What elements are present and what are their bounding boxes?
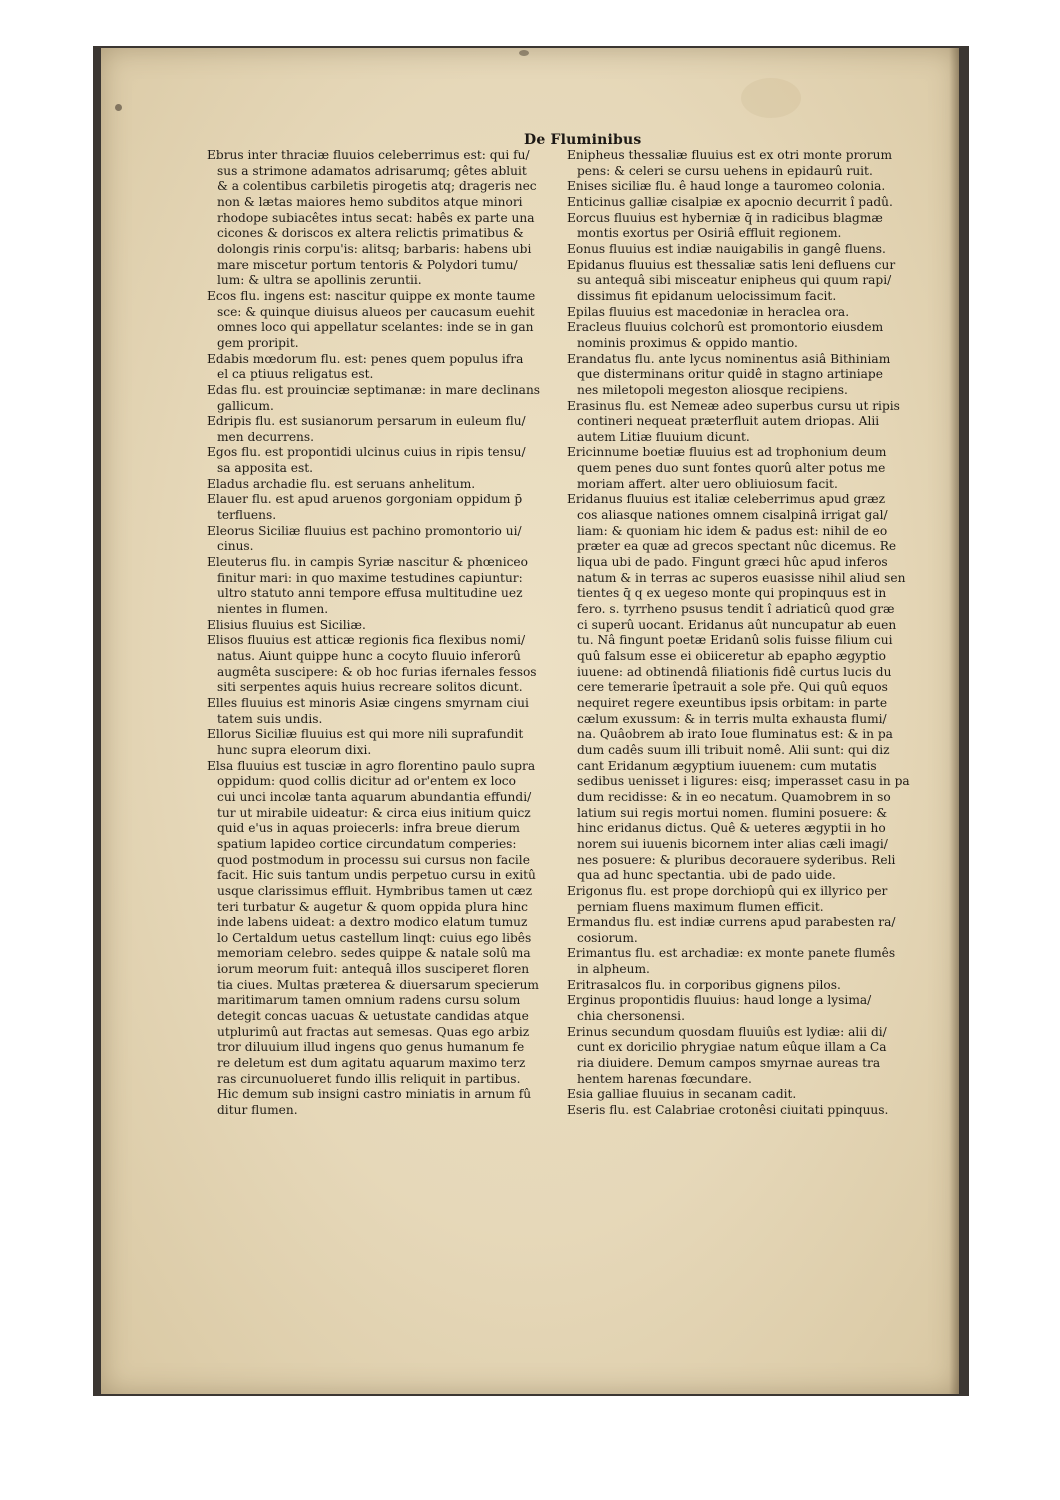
entry-first-line: Elisius fluuius est Siciliæ. <box>207 617 366 632</box>
entry-continuation-line: perniam fluens maximum flumen efficit. <box>577 899 824 914</box>
entry-first-line: Eleuterus flu. in campis Syriæ nascitur & phœniceo <box>207 555 528 570</box>
entry-continuation-line: re deletum est dum agitatu aquarum maximo terz <box>217 1056 526 1071</box>
entry-first-line: Eracleus fluuius colchorû est promontorio eiusdem <box>567 320 884 335</box>
entry-continuation-line: tia ciues. Multas præterea & diuersarum specierum <box>217 977 539 992</box>
entry-continuation-line: siti serpentes aquis huius recreare solitos dicunt. <box>217 680 523 695</box>
entry-continuation-line: memoriam celebro. sedes quippe & natale solû ma <box>217 946 531 961</box>
entry-continuation-line: spatium lapideo cortice circundatum comperies: <box>217 836 517 851</box>
stain-spot <box>741 78 801 118</box>
entry-continuation-line: non & lætas maiores hemo subditos atque minori <box>217 194 523 209</box>
entry-continuation-line: quod postmodum in processu sui cursus non facile <box>217 852 530 867</box>
entry-continuation-line: chia chersonensi. <box>577 1009 685 1024</box>
entry-continuation-line: hentem harenas fœcundare. <box>577 1071 752 1086</box>
entry-first-line: Enipheus thessaliæ fluuius est ex otri monte prorum <box>567 148 893 162</box>
entry-continuation-line: maritimarum tamen omnium radens cursu solum <box>217 993 521 1008</box>
river-entry <box>207 633 561 696</box>
entry-continuation-line: teri turbatur & augetur & quom oppida plura hinc <box>217 899 528 914</box>
entry-first-line: Edas flu. est prouinciæ septimanæ: in mare declinans <box>207 382 541 397</box>
entry-first-line: Edripis flu. est susianorum persarum in euleum flu/ <box>207 414 526 429</box>
entry-continuation-line: cui unci incolæ tanta aquarum abundantia effundi/ <box>217 789 532 804</box>
entry-continuation-line: lum: & ultra se apollinis zeruntii. <box>217 273 422 288</box>
river-entry <box>207 492 561 523</box>
river-entry <box>207 555 561 618</box>
river-entry <box>567 1025 929 1088</box>
entry-continuation-line: iorum meorum fuit: antequâ illos susciperet floren <box>217 962 530 977</box>
entry-continuation-line: cælum exussum: & in terris multa exhausta flumi/ <box>577 711 887 726</box>
stain-spot <box>115 104 122 111</box>
entry-continuation-line: inde labens uideat: a dextro modico elatum tumuz <box>217 915 528 930</box>
entry-continuation-line: ci superû uocant. Eridanus aût nuncupatur ab euen <box>577 617 897 632</box>
river-entry <box>567 305 929 321</box>
entry-continuation-line: facit. Hic suis tantum undis perpetuo cursu in exitû <box>217 868 536 883</box>
entry-continuation-line: nequiret regere exeuntibus ipsis orbitam: in parte <box>577 695 888 710</box>
entry-continuation-line: rhodope subiacêtes intus secat: habês ex parte una <box>217 210 535 225</box>
entry-first-line: Edabis mœdorum flu. est: penes quem populus ifra <box>207 351 524 366</box>
river-entry <box>567 946 929 977</box>
entry-continuation-line: liam: & quoniam hic idem & padus est: nihil de eo <box>577 523 888 538</box>
entry-continuation-line: el ca ptiuus religatus est. <box>217 367 374 382</box>
entry-first-line: Elsa fluuius est tusciæ in agro florentino paulo supra <box>207 758 536 773</box>
entry-first-line: Elles fluuius est minoris Asiæ cingens smyrnam ciui <box>207 695 529 710</box>
entry-continuation-line: utplurimû aut fractas aut semesas. Quas ego arbiz <box>217 1024 530 1039</box>
entry-continuation-line: contineri nequeat præterfluit autem driopas. Alii <box>577 414 880 429</box>
river-entry <box>567 148 929 179</box>
river-entry <box>567 492 929 883</box>
river-entry <box>207 727 561 758</box>
entry-first-line: Erasinus flu. est Nemeæ adeo superbus cursu ut ripis <box>567 398 900 413</box>
entry-continuation-line: quû falsum esse ei obiiceretur ab epapho ægyptio <box>577 649 886 663</box>
entry-continuation-line: gem proripit. <box>217 335 299 350</box>
river-entry <box>567 978 929 994</box>
entry-continuation-line: dolongis rinis corpu'is: alitsq; barbaris: habens ubi <box>217 241 532 256</box>
entry-first-line: Elauer flu. est apud aruenos gorgoniam oppidum p̄ <box>207 492 523 507</box>
entry-first-line: Ellorus Siciliæ fluuius est qui more nili suprafundit <box>207 727 524 742</box>
entry-first-line: Erimantus flu. est archadiæ: ex monte panete flumês <box>567 946 896 961</box>
entry-first-line: Eleorus Siciliæ fluuius est pachino promontorio ui/ <box>207 523 522 538</box>
entry-first-line: Erginus propontidis fluuius: haud longe a lysima/ <box>567 993 872 1008</box>
entry-continuation-line: latium sui regis mortui nomen. flumini posuere: & <box>577 805 888 820</box>
entry-continuation-line: ultro statuto anni tempore effusa multitudine uez <box>217 586 523 601</box>
entry-first-line: Eorcus fluuius est hyberniæ q̄ in radicibus blagmæ <box>567 210 883 225</box>
entry-first-line: Ericinnume boetiæ fluuius est ad trophonium deum <box>567 445 887 460</box>
entry-continuation-line: sce: & quinque diuisus alueos per caucasum euehit <box>217 304 535 319</box>
entry-continuation-line: usque clarissimus effluit. Hymbribus tamen ut cæz <box>217 883 533 898</box>
entry-continuation-line: in alpheum. <box>577 962 650 977</box>
entry-continuation-line: hinc eridanus dictus. Quê & ueteres ægyptii in ho <box>577 821 886 836</box>
entry-first-line: Eonus fluuius est indiæ nauigabilis in gangê fluens. <box>567 241 886 256</box>
river-entry <box>567 242 929 258</box>
entry-continuation-line: nientes in flumen. <box>217 602 329 617</box>
entry-continuation-line: montis exortus per Osiriâ effluit regionem. <box>577 226 842 241</box>
entry-continuation-line: norem sui iuuenis bicornem inter alias cæli imagi/ <box>577 836 888 851</box>
entry-first-line: Elisos fluuius est atticæ regionis fica flexibus nomi/ <box>207 633 526 648</box>
entry-continuation-line: oppidum: quod collis dicitur ad or'entem ex loco <box>217 774 516 789</box>
right-text-column <box>567 148 929 1119</box>
river-entry <box>207 289 561 352</box>
entry-first-line: Enticinus galliæ cisalpiæ ex apocnio decurrit î padû. <box>567 194 893 209</box>
entry-continuation-line: cinus. <box>217 539 254 554</box>
entry-continuation-line: ras circunuolueret fundo illis reliquit in partibus. <box>217 1071 521 1086</box>
entry-continuation-line: & a colentibus carbiletis pirogetis atq; drageris nec <box>217 179 537 194</box>
stain-spot <box>519 50 529 56</box>
entry-continuation-line: ria diuidere. Demum campos smyrnae aureas tra <box>577 1056 881 1071</box>
river-entry <box>207 759 561 1119</box>
entry-continuation-line: finitur mari: in quo maxime testudines capiuntur: <box>217 570 523 585</box>
river-entry <box>567 179 929 195</box>
entry-continuation-line: sedibus uenisset i ligures: eisq; imperasset casu in pa <box>577 774 910 789</box>
entry-continuation-line: Hic demum sub insigni castro miniatis in arnum fû <box>217 1087 532 1102</box>
entry-continuation-line: dum cadês suum illi tribuit nomê. Alii sunt: qui diz <box>577 742 890 757</box>
entry-continuation-line: dissimus fit epidanum uelocissimum facit. <box>577 288 837 303</box>
entry-continuation-line: qua ad hunc spectantia. ubi de pado uide. <box>577 868 836 883</box>
entry-continuation-line: omnes loco qui appellatur scelantes: inde se in gan <box>217 320 534 335</box>
entry-continuation-line: dum recidisse: & in eo necatum. Quamobrem in so <box>577 789 891 804</box>
entry-first-line: Erigonus flu. est prope dorchiopû qui ex illyrico per <box>567 883 888 898</box>
entry-continuation-line: nominis proximus & oppido mantio. <box>577 335 798 350</box>
entry-continuation-line: præter ea quæ ad grecos spectant nûc dicemus. Re <box>577 539 897 554</box>
entry-continuation-line: fero. s. tyrrheno psusus tendit î adriaticû quod græ <box>577 602 895 617</box>
entry-continuation-line: nes miletopoli megeston aliosque recipiens. <box>577 382 848 397</box>
entry-continuation-line: terfluens. <box>217 508 277 523</box>
entry-continuation-line: ditur flumen. <box>217 1103 298 1118</box>
entry-first-line: Ecos flu. ingens est: nascitur quippe ex monte taume <box>207 288 536 303</box>
entry-first-line: Eridanus fluuius est italiæ celeberrimus apud græz <box>567 492 885 507</box>
entry-first-line: Epilas fluuius est macedoniæ in heraclea ora. <box>567 304 850 319</box>
entry-continuation-line: cos aliasque nationes omnem cisalpinâ irrigat gal/ <box>577 508 888 523</box>
entry-first-line: Ebrus inter thraciæ fluuios celeberrimus est: qui fu/ <box>207 148 530 162</box>
entry-continuation-line: na. Quâobrem ab irato Ioue fluminatus est: & in pa <box>577 727 893 742</box>
river-entry <box>567 258 929 305</box>
entry-continuation-line: tientes q̄ q ex uegeso monte qui propinquus est in <box>577 586 887 601</box>
river-entry <box>567 352 929 399</box>
river-entry <box>207 352 561 383</box>
entry-continuation-line: men decurrens. <box>217 429 315 444</box>
entry-continuation-line: gallicum. <box>217 398 274 413</box>
entry-first-line: Epidanus fluuius est thessaliæ satis leni defluens cur <box>567 257 896 272</box>
entry-first-line: Enises siciliæ flu. ê haud longe a tauromeo colonia. <box>567 179 886 194</box>
entry-continuation-line: tatem suis undis. <box>217 711 323 726</box>
river-entry <box>567 884 929 915</box>
entry-continuation-line: quid e'us in aquas proiecerls: infra breue dierum <box>217 821 520 836</box>
river-entry <box>567 320 929 351</box>
entry-continuation-line: tror diluuium illud ingens quo genus humanum fe <box>217 1040 525 1055</box>
running-head: De Fluminibus <box>524 132 642 148</box>
entry-continuation-line: que disterminans oritur quidê in stagno artiniape <box>577 367 883 382</box>
entry-continuation-line: quem penes duo sunt fontes quorû alter potus me <box>577 461 886 476</box>
entry-continuation-line: pens: & celeri se cursu uehens in epidaurû ruit. <box>577 163 873 178</box>
entry-first-line: Esia galliae fluuius in secanam cadit. <box>567 1087 797 1102</box>
entry-first-line: Eritrasalcos flu. in corporibus gignens pilos. <box>567 977 841 992</box>
river-entry <box>207 477 561 493</box>
entry-continuation-line: mare miscetur portum tentoris & Polydori tumu/ <box>217 257 518 272</box>
entry-first-line: Erinus secundum quosdam fluuiûs est lydiæ: alii di/ <box>567 1024 887 1039</box>
entry-continuation-line: cere temerarie îpetrauit a sole pře. Qui quû equos <box>577 680 888 695</box>
entry-first-line: Eladus archadie flu. est seruans anhelitum. <box>207 476 476 491</box>
entry-continuation-line: lo Certaldum uetus castellum linqt: cuius ego libês <box>217 930 532 945</box>
entry-continuation-line: sa apposita est. <box>217 461 314 476</box>
entry-continuation-line: iuuene: ad obtinendâ filiationis fidê curtus lucis du <box>577 664 892 679</box>
entry-continuation-line: hunc supra eleorum dixi. <box>217 742 372 757</box>
river-entry <box>567 195 929 211</box>
river-entry <box>207 445 561 476</box>
entry-continuation-line: tu. Nâ fingunt poetæ Eridanû solis fuisse filium cui <box>577 633 893 648</box>
river-entry <box>207 383 561 414</box>
entry-continuation-line: cunt ex doricilio phrygiae natum eûque illam a Ca <box>577 1040 887 1055</box>
river-entry <box>207 618 561 634</box>
entry-first-line: Egos flu. est propontidi ulcinus cuius in ripis tensu/ <box>207 445 526 460</box>
entry-continuation-line: nes posuere: & pluribus decorauere syderibus. Reli <box>577 852 896 867</box>
entry-first-line: Eseris flu. est Calabriae crotonêsi ciuitati ppinquus. <box>567 1103 889 1118</box>
river-entry <box>207 524 561 555</box>
page-edge-shadow <box>949 48 959 1394</box>
river-entry <box>567 1103 929 1119</box>
entry-continuation-line: su antequâ sibi misceatur enipheus qui quum rapi/ <box>577 273 892 288</box>
river-entry <box>207 148 561 289</box>
river-entry <box>567 1087 929 1103</box>
entry-continuation-line: cosiorum. <box>577 930 638 945</box>
entry-continuation-line: liqua ubi de pado. Fingunt græci hûc apud inferos <box>577 555 888 570</box>
entry-continuation-line: tur ut mirabile uideatur: & circa eius initium quicz <box>217 805 531 820</box>
entry-first-line: Ermandus flu. est indiæ currens apud parabesten ra/ <box>567 915 896 930</box>
entry-first-line: Erandatus flu. ante lycus nominentus asiâ Bithiniam <box>567 351 891 366</box>
left-text-column <box>207 148 561 1119</box>
river-entry <box>567 993 929 1024</box>
entry-continuation-line: augmêta suscipere: & ob hoc furias ifernales fessos <box>217 664 537 679</box>
entry-continuation-line: autem Litiæ fluuium dicunt. <box>577 429 750 444</box>
river-entry <box>207 414 561 445</box>
entry-continuation-line: natus. Aiunt quippe hunc a cocyto fluuio inferorû <box>217 649 521 663</box>
river-entry <box>567 445 929 492</box>
river-entry <box>567 915 929 946</box>
entry-continuation-line: moriam affert. alter uero obliuiosum facit. <box>577 476 838 491</box>
entry-continuation-line: sus a strimone adamatos adrisarumq; gêtes abluit <box>217 163 527 178</box>
river-entry <box>207 696 561 727</box>
river-entry <box>567 211 929 242</box>
entry-continuation-line: natum & in terras ac superos euasisse nihil aliud sen <box>577 570 906 585</box>
entry-continuation-line: detegit concas uacuas & uetustate candidas atque <box>217 1009 529 1024</box>
entry-continuation-line: cicones & doriscos ex altera relictis primatibus & <box>217 226 524 241</box>
entry-continuation-line: cant Eridanum ægyptium iuuenem: cum mutatis <box>577 758 877 773</box>
river-entry <box>567 399 929 446</box>
